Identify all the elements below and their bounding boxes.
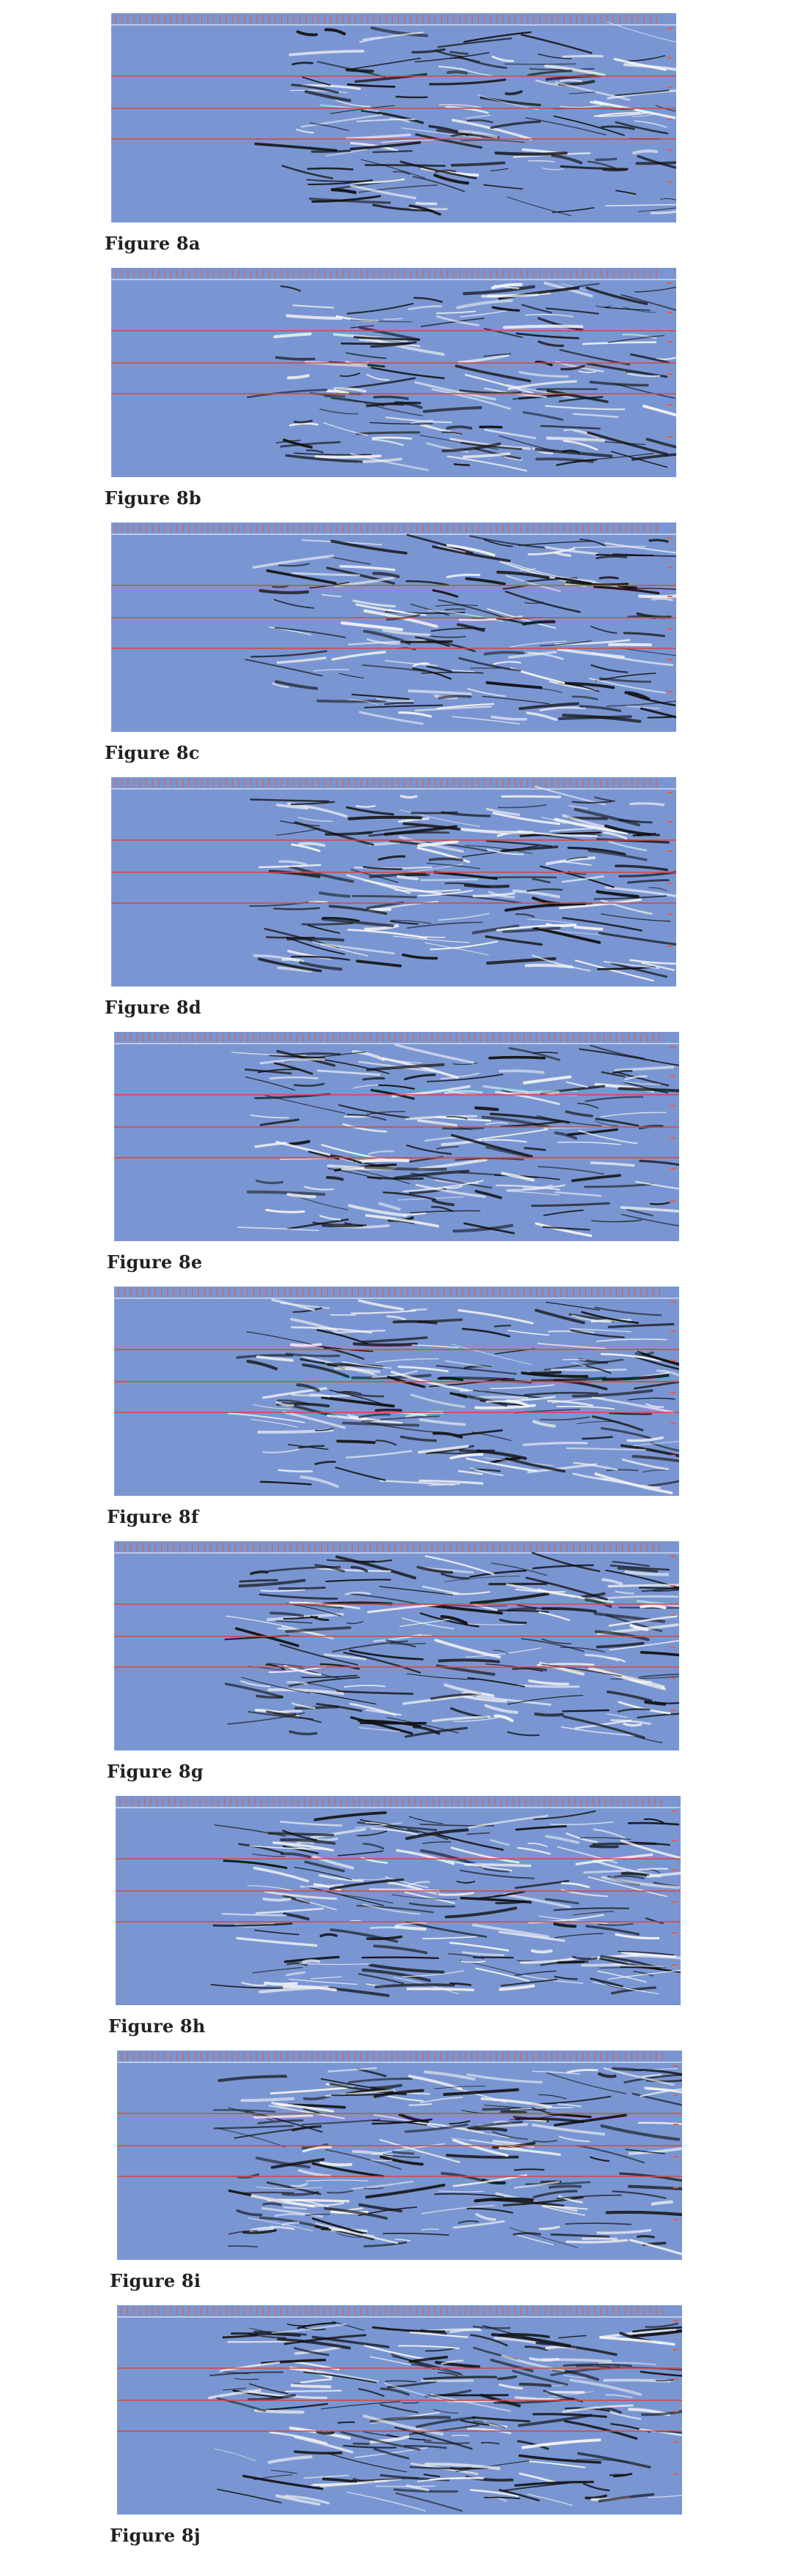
seismic-image xyxy=(111,13,676,222)
figure-block xyxy=(0,2305,805,2560)
figure-caption: Figure 8a xyxy=(105,233,201,254)
seismic-panel-8h xyxy=(116,1796,681,2005)
seismic-image xyxy=(114,1287,679,1496)
seismic-panel-8i xyxy=(117,2051,682,2260)
figure-block xyxy=(0,1287,805,1541)
figure-block xyxy=(0,268,805,523)
seismic-panel-8g xyxy=(114,1541,679,1751)
seismic-image xyxy=(117,2305,682,2515)
figure-caption: Figure 8i xyxy=(110,2270,201,2291)
figure-caption: Figure 8e xyxy=(107,1251,203,1273)
seismic-panel-8c xyxy=(111,523,676,732)
figure-block xyxy=(0,1541,805,1796)
figure-caption: Figure 8h xyxy=(108,2015,206,2037)
figure-caption: Figure 8d xyxy=(105,997,201,1018)
seismic-image xyxy=(111,777,676,986)
seismic-panel-8a xyxy=(111,13,676,222)
seismic-image xyxy=(114,1032,679,1241)
figure-block xyxy=(0,2051,805,2305)
figure-block xyxy=(0,777,805,1032)
seismic-panel-8j xyxy=(117,2305,682,2515)
seismic-image xyxy=(111,268,676,477)
seismic-panel-8b xyxy=(111,268,676,477)
seismic-image xyxy=(114,1541,679,1751)
figure-block xyxy=(0,523,805,777)
seismic-panel-8f xyxy=(114,1287,679,1496)
figure-caption: Figure 8b xyxy=(105,487,201,509)
figure-caption: Figure 8j xyxy=(110,2525,201,2546)
figure-caption: Figure 8c xyxy=(105,742,200,763)
figure-block xyxy=(0,13,805,268)
figure-block xyxy=(0,1032,805,1287)
figure-block xyxy=(0,1796,805,2051)
seismic-image xyxy=(117,2051,682,2260)
seismic-image xyxy=(116,1796,681,2005)
seismic-panel-8e xyxy=(114,1032,679,1241)
seismic-image xyxy=(111,523,676,732)
seismic-panel-8d xyxy=(111,777,676,986)
figure-caption: Figure 8f xyxy=(107,1506,199,1527)
figure-caption: Figure 8g xyxy=(107,1761,203,1782)
